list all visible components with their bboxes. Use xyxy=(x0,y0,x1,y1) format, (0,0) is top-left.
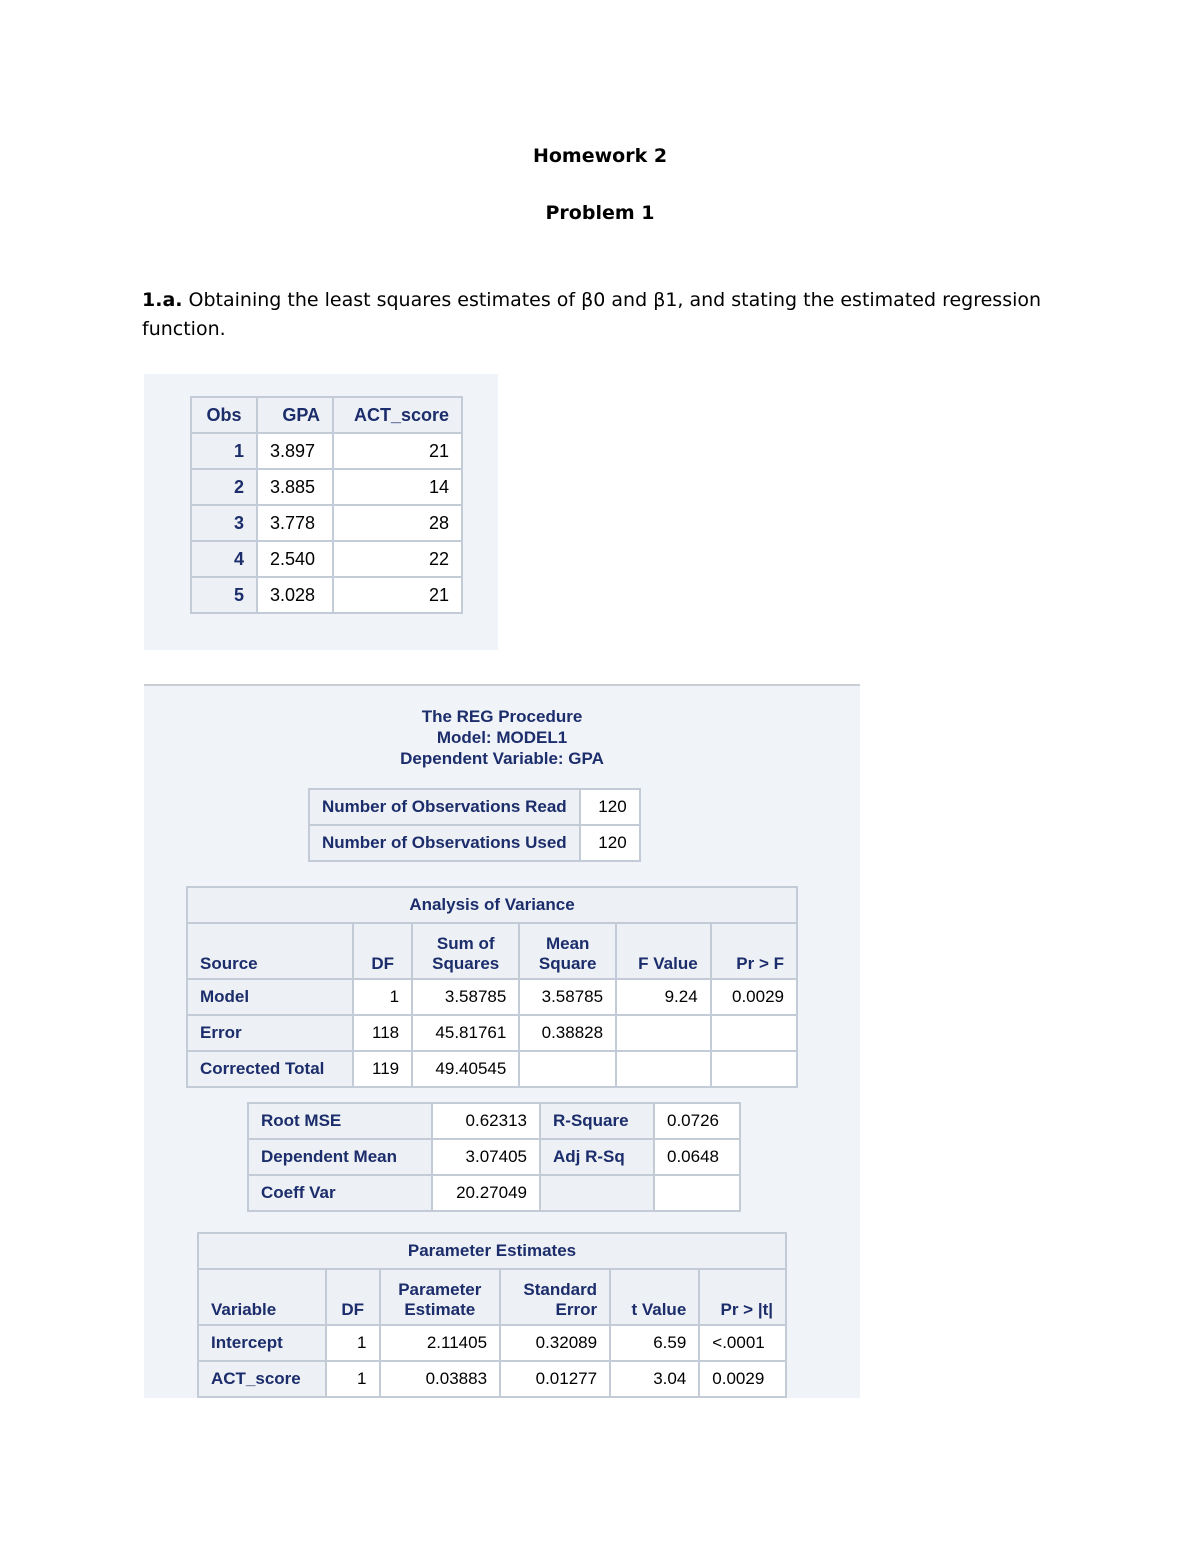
param-variable: ACT_score xyxy=(198,1361,326,1397)
table-row xyxy=(187,1015,797,1051)
anova-header-ss-top: Sum of xyxy=(436,934,495,953)
act-value: 21 xyxy=(333,433,462,469)
fit-label2: Adj R-Sq xyxy=(540,1139,654,1175)
params-header-est-bottom: Estimate xyxy=(404,1300,476,1319)
param-estimate: 0.03883 xyxy=(380,1361,501,1397)
gpa-value: 3.028 xyxy=(257,577,333,613)
fit-value: 0.62313 xyxy=(432,1103,540,1139)
anova-header-source: Source xyxy=(187,923,353,979)
anova-header-ms-bottom: Square xyxy=(538,954,597,973)
gpa-value: 2.540 xyxy=(257,541,333,577)
obs-table xyxy=(190,396,463,614)
anova-header-p: Pr > F xyxy=(711,923,797,979)
fit-label2: R-Square xyxy=(540,1103,654,1139)
obs-panel xyxy=(144,374,498,650)
table-row xyxy=(198,1325,786,1361)
table-row xyxy=(309,825,640,861)
obs-num: 5 xyxy=(191,577,257,613)
table-row xyxy=(309,789,640,825)
reg-model: Model: MODEL1 xyxy=(436,728,568,747)
anova-ms: 3.58785 xyxy=(519,979,616,1015)
table-row xyxy=(248,1175,740,1211)
anova-ss: 49.40545 xyxy=(412,1051,519,1087)
observations-table xyxy=(308,788,641,862)
anova-f xyxy=(616,1051,711,1087)
fit-value: 20.27049 xyxy=(432,1175,540,1211)
table-row xyxy=(191,505,462,541)
anova-p xyxy=(711,1051,797,1087)
anova-header-ms-top: Mean xyxy=(545,934,590,953)
fit-label: Root MSE xyxy=(248,1103,432,1139)
reg-procedure-title: The REG Procedure xyxy=(421,707,583,726)
anova-ms: 0.38828 xyxy=(519,1015,616,1051)
params-header-p: Pr > |t| xyxy=(699,1269,786,1325)
table-row xyxy=(191,577,462,613)
param-df: 1 xyxy=(326,1361,380,1397)
anova-header-ms xyxy=(519,923,616,979)
anova-header-df: DF xyxy=(353,923,412,979)
anova-source: Corrected Total xyxy=(187,1051,353,1087)
params-header-variable: Variable xyxy=(198,1269,326,1325)
anova-table xyxy=(186,886,798,1088)
anova-ss: 45.81761 xyxy=(412,1015,519,1051)
gpa-value: 3.897 xyxy=(257,433,333,469)
act-value: 21 xyxy=(333,577,462,613)
act-value: 28 xyxy=(333,505,462,541)
table-row xyxy=(198,1361,786,1397)
table-row xyxy=(191,469,462,505)
reg-heading xyxy=(144,706,860,769)
fit-label: Coeff Var xyxy=(248,1175,432,1211)
param-se: 0.32089 xyxy=(500,1325,610,1361)
anova-df: 119 xyxy=(353,1051,412,1087)
reg-dependent: Dependent Variable: GPA xyxy=(400,749,604,768)
params-header-se-top: Standard xyxy=(523,1280,598,1299)
obs-num: 2 xyxy=(191,469,257,505)
fit-value2: 0.0648 xyxy=(654,1139,740,1175)
table-row xyxy=(187,1051,797,1087)
fit-label: Dependent Mean xyxy=(248,1139,432,1175)
params-header-est-top: Parameter xyxy=(398,1280,482,1299)
anova-p: 0.0029 xyxy=(711,979,797,1015)
param-t: 3.04 xyxy=(610,1361,699,1397)
obs-num: 4 xyxy=(191,541,257,577)
anova-title: Analysis of Variance xyxy=(187,887,797,923)
gpa-value: 3.885 xyxy=(257,469,333,505)
act-value: 22 xyxy=(333,541,462,577)
anova-df: 118 xyxy=(353,1015,412,1051)
fit-label2 xyxy=(540,1175,654,1211)
params-header-t: t Value xyxy=(610,1269,699,1325)
table-row xyxy=(248,1139,740,1175)
anova-ss: 3.58785 xyxy=(412,979,519,1015)
params-title: Parameter Estimates xyxy=(198,1233,786,1269)
anova-source: Error xyxy=(187,1015,353,1051)
params-header-se xyxy=(500,1269,610,1325)
anova-header-f: F Value xyxy=(616,923,711,979)
reg-panel xyxy=(144,686,860,1398)
anova-header-ss-bottom: Squares xyxy=(432,954,500,973)
param-p: 0.0029 xyxy=(699,1361,786,1397)
obs-read-value: 120 xyxy=(580,789,640,825)
fit-value: 3.07405 xyxy=(432,1139,540,1175)
params-header-df: DF xyxy=(326,1269,380,1325)
anova-source: Model xyxy=(187,979,353,1015)
anova-f: 9.24 xyxy=(616,979,711,1015)
params-header-estimate xyxy=(380,1269,501,1325)
param-p: <.0001 xyxy=(699,1325,786,1361)
param-se: 0.01277 xyxy=(500,1361,610,1397)
table-row xyxy=(191,433,462,469)
obs-header-act: ACT_score xyxy=(333,397,462,433)
document-title: Homework 2 xyxy=(532,145,668,167)
param-t: 6.59 xyxy=(610,1325,699,1361)
question-label: 1.a. xyxy=(142,289,183,311)
parameter-estimates-table xyxy=(197,1232,787,1398)
obs-read-label: Number of Observations Read xyxy=(309,789,580,825)
obs-header-gpa: GPA xyxy=(257,397,333,433)
question-text xyxy=(142,286,1042,344)
param-variable: Intercept xyxy=(198,1325,326,1361)
anova-df: 1 xyxy=(353,979,412,1015)
gpa-value: 3.778 xyxy=(257,505,333,541)
params-header-se-bottom: Error xyxy=(555,1300,598,1319)
question-body: Obtaining the least squares estimates of β0 and β1, and stating the estimated regression function. xyxy=(142,289,1042,340)
act-value: 14 xyxy=(333,469,462,505)
obs-header-obs: Obs xyxy=(191,397,257,433)
problem-heading: Problem 1 xyxy=(545,202,655,224)
anova-ms xyxy=(519,1051,616,1087)
obs-num: 3 xyxy=(191,505,257,541)
obs-num: 1 xyxy=(191,433,257,469)
fit-stats-table xyxy=(247,1102,741,1212)
param-estimate: 2.11405 xyxy=(380,1325,501,1361)
param-df: 1 xyxy=(326,1325,380,1361)
table-row xyxy=(191,541,462,577)
table-row xyxy=(187,979,797,1015)
anova-p xyxy=(711,1015,797,1051)
fit-value2: 0.0726 xyxy=(654,1103,740,1139)
obs-used-value: 120 xyxy=(580,825,640,861)
anova-f xyxy=(616,1015,711,1051)
table-row xyxy=(248,1103,740,1139)
fit-value2 xyxy=(654,1175,740,1211)
anova-header-ss xyxy=(412,923,519,979)
obs-used-label: Number of Observations Used xyxy=(309,825,580,861)
